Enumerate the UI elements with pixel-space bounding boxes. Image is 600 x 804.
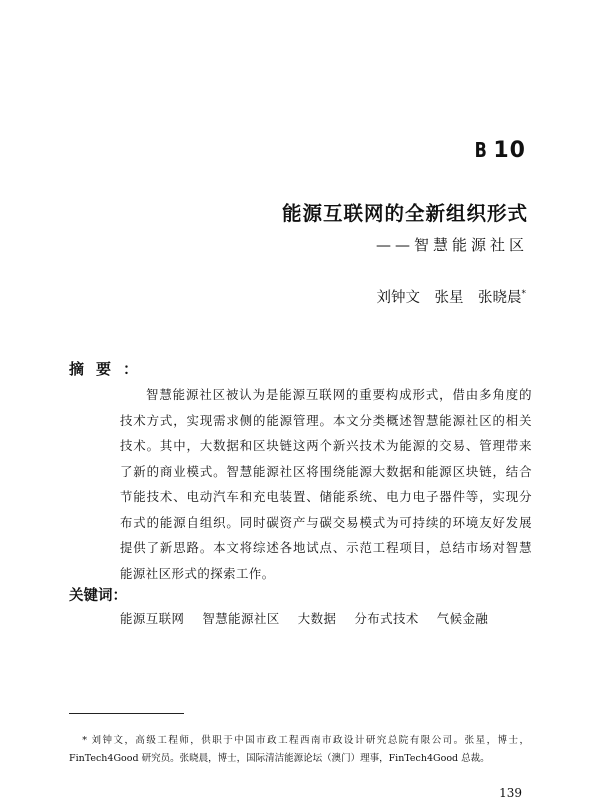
abstract-text: 智慧能源社区被认为是能源互联网的重要构成形式，借由多角度的技术方式，实现需求侧的能源管理。本文分类概述智慧能源社区的相关技术。其中，大数据和区块链这两个新兴技术为能源的交易、管理带来了新的商业模式。智慧能源社区将围绕能源大数据和能源区块链，结合节能技术、电动汽车和充电装置、储能系统、电力电子器件等，实现分布式的能源自组织。同时碳资产与碳交易模式为可持续的环境友好发展提供了新思路。本文将综述各地试点、示范工程项目，总结市场对智慧能源社区形式的探索工作。 bbox=[120, 387, 532, 581]
page-number: 139 bbox=[499, 786, 522, 800]
keyword: 能源互联网 bbox=[120, 611, 185, 626]
article-subtitle: ——智慧能源社区 bbox=[375, 236, 528, 254]
author-footnote-marker: * bbox=[521, 289, 526, 300]
keywords-list bbox=[120, 609, 540, 627]
keyword: 气候金融 bbox=[436, 611, 489, 626]
keyword: 分布式技术 bbox=[354, 611, 419, 626]
author-footnote: * 刘钟文，高级工程师，供职于中国市政工程西南市政设计研究总院有限公司。张星，博士，FinTech4Good 研究员。张晓晨，博士，国际清洁能源论坛（澳门）理事，FinTech4Good 总裁。 bbox=[69, 735, 529, 764]
keywords-label: 关键词： bbox=[69, 588, 127, 604]
article-title: 能源互联网的全新组织形式 bbox=[281, 202, 528, 225]
keyword: 大数据 bbox=[297, 611, 337, 626]
chapter-heading bbox=[473, 138, 526, 163]
authors-line bbox=[377, 286, 527, 307]
keyword: 智慧能源社区 bbox=[202, 611, 280, 626]
chapter-mark: B bbox=[474, 138, 488, 162]
abstract-label: 摘要： bbox=[69, 360, 151, 378]
footnote-divider bbox=[69, 713, 184, 714]
author-names: 刘钟文 张星 张晓晨 bbox=[376, 290, 522, 306]
chapter-number: 10 bbox=[493, 138, 526, 163]
